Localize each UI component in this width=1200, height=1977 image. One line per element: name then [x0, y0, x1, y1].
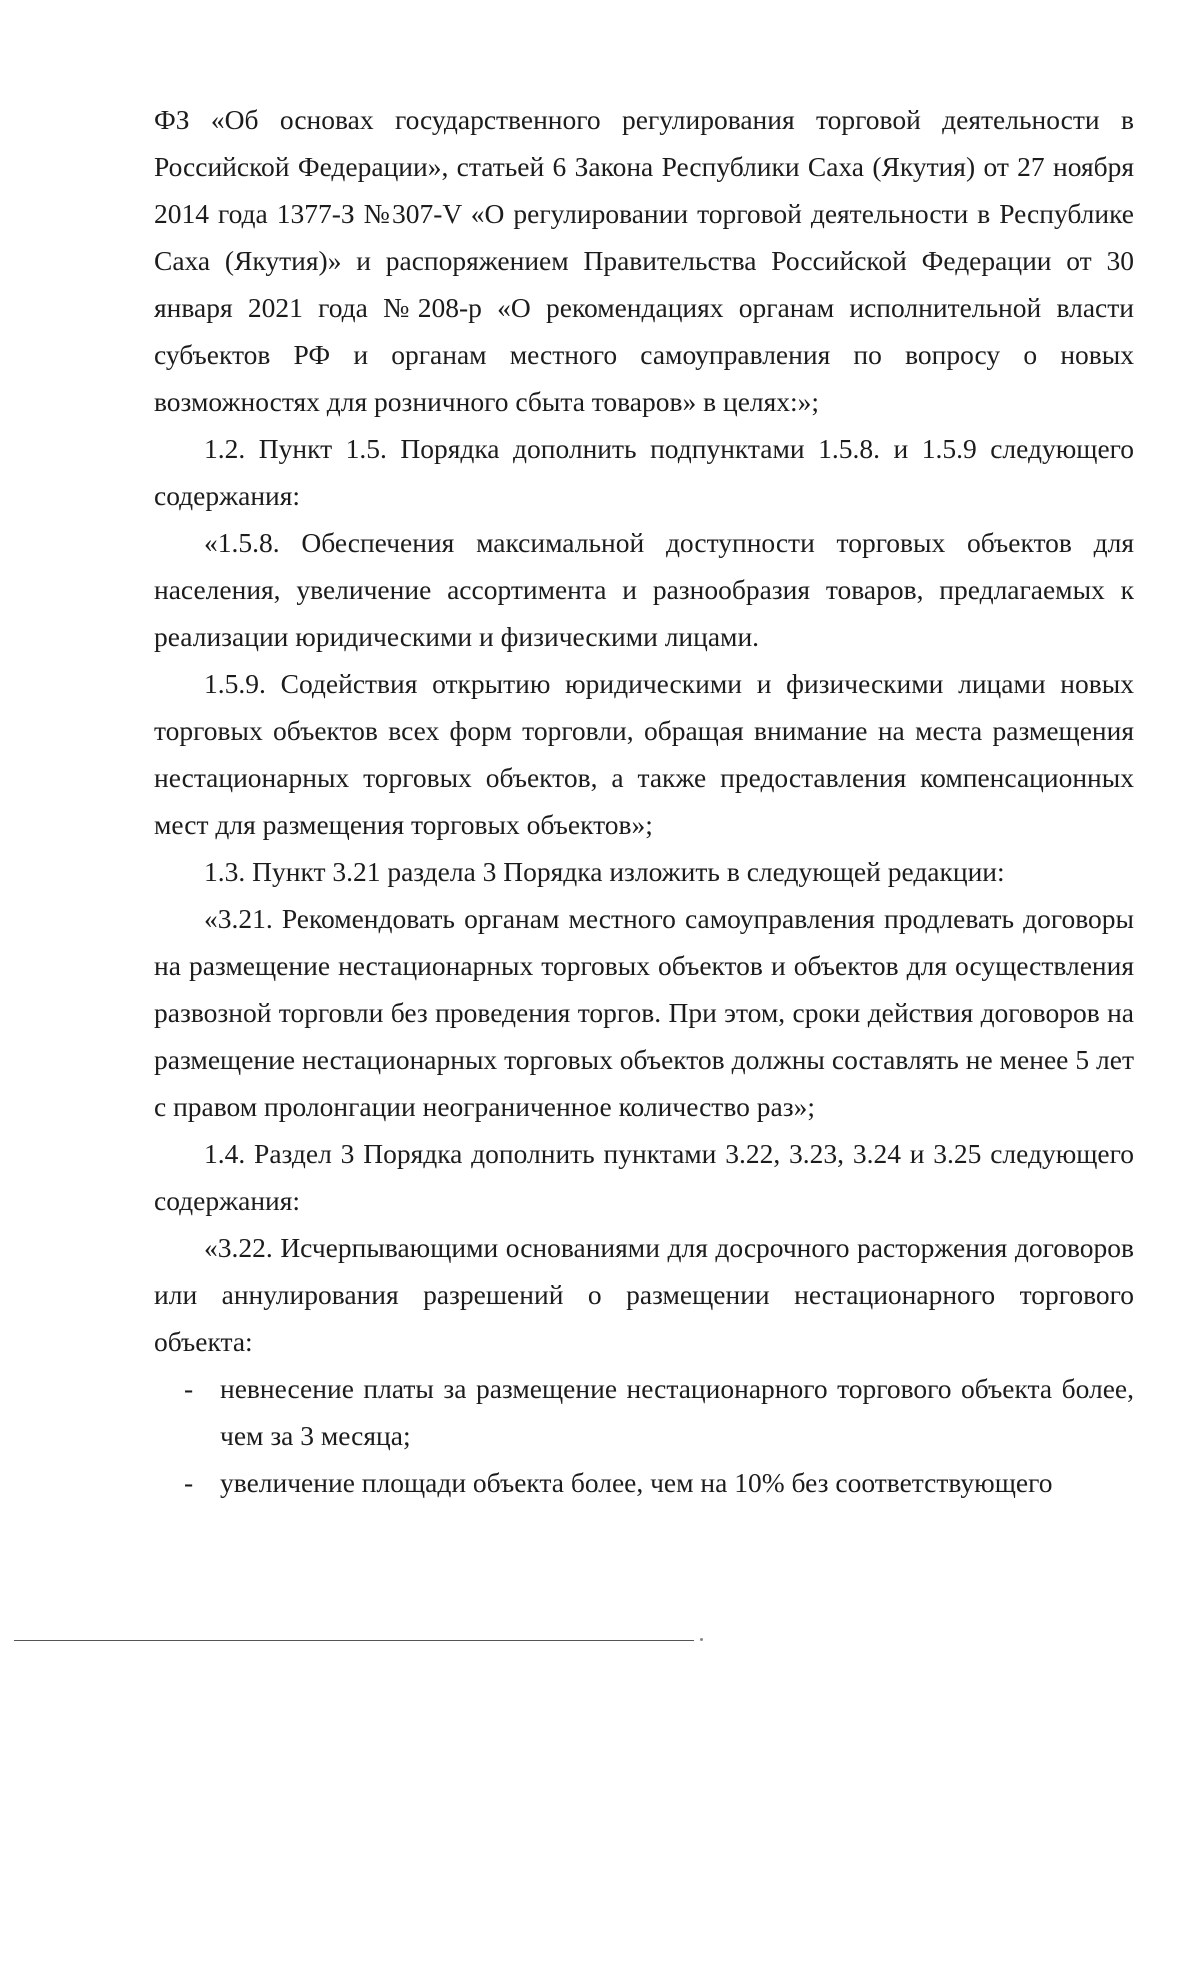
list-item-text: невнесение платы за размещение нестационарного торгового объекта более, чем за 3 месяца;: [220, 1373, 1134, 1451]
paragraph-1-2: 1.2. Пункт 1.5. Порядка дополнить подпунктами 1.5.8. и 1.5.9 следующего содержания:: [154, 433, 1134, 511]
list-item: [154, 1365, 1134, 1459]
bullet-dash: -: [184, 1373, 194, 1404]
list-item-text: увеличение площади объекта более, чем на 10% без соответствующего: [220, 1467, 1053, 1498]
paragraph-1-5-8: «1.5.8. Обеспечения максимальной доступности торговых объектов для населения, увеличение ассортимента и разнообразия товаров, предлагаемых к реализации юридическими и физическими лицами.: [154, 527, 1134, 652]
footnote-separator-line: [14, 1640, 694, 1641]
paragraph-intro: ФЗ «Об основах государственного регулирования торговой деятельности в Российской Федерации», статьей 6 Закона Республики Саха (Якутия) от 27 ноября 2014 года 1377-З №307-V «О регулировании торговой деятельности в Республике Саха (Якутия)» и распоряжением Правительства Российской Федерации от 30 января 2021 года №208-р «О рекомендациях органам исполнительной власти субъектов РФ и органам местного самоуправления по вопросу о новых возможностях для розничного сбыта товаров» в целях:»;: [154, 104, 1134, 417]
paragraph-1-5-9: 1.5.9. Содействия открытию юридическими и физическими лицами новых торговых объектов всех форм торговли, обращая внимание на места размещения нестационарных торговых объектов, а также предоставления компенсационных мест для размещения торговых объектов»;: [154, 668, 1134, 840]
bullet-dash: -: [184, 1467, 194, 1498]
paragraph-1-4: 1.4. Раздел 3 Порядка дополнить пунктами 3.22, 3.23, 3.24 и 3.25 следующего содержания:: [154, 1138, 1134, 1216]
scan-artifact: [700, 1638, 703, 1641]
paragraph-3-21: «3.21. Рекомендовать органам местного самоуправления продлевать договоры на размещение нестационарных торговых объектов и объектов для осуществления развозной торговли без проведения торгов. При этом, сроки действия договоров на размещение нестационарных торговых объектов должны составлять не менее 5 лет с правом пролонгации неограниченное количество раз»;: [154, 903, 1134, 1122]
list-item: [154, 1459, 1134, 1506]
paragraph-1-3: 1.3. Пункт 3.21 раздела 3 Порядка изложить в следующей редакции:: [204, 856, 1005, 887]
paragraph-3-22: «3.22. Исчерпывающими основаниями для досрочного расторжения договоров или аннулирования разрешений о размещении нестационарного торгового объекта:: [154, 1232, 1134, 1357]
document-body: [154, 96, 1134, 1506]
